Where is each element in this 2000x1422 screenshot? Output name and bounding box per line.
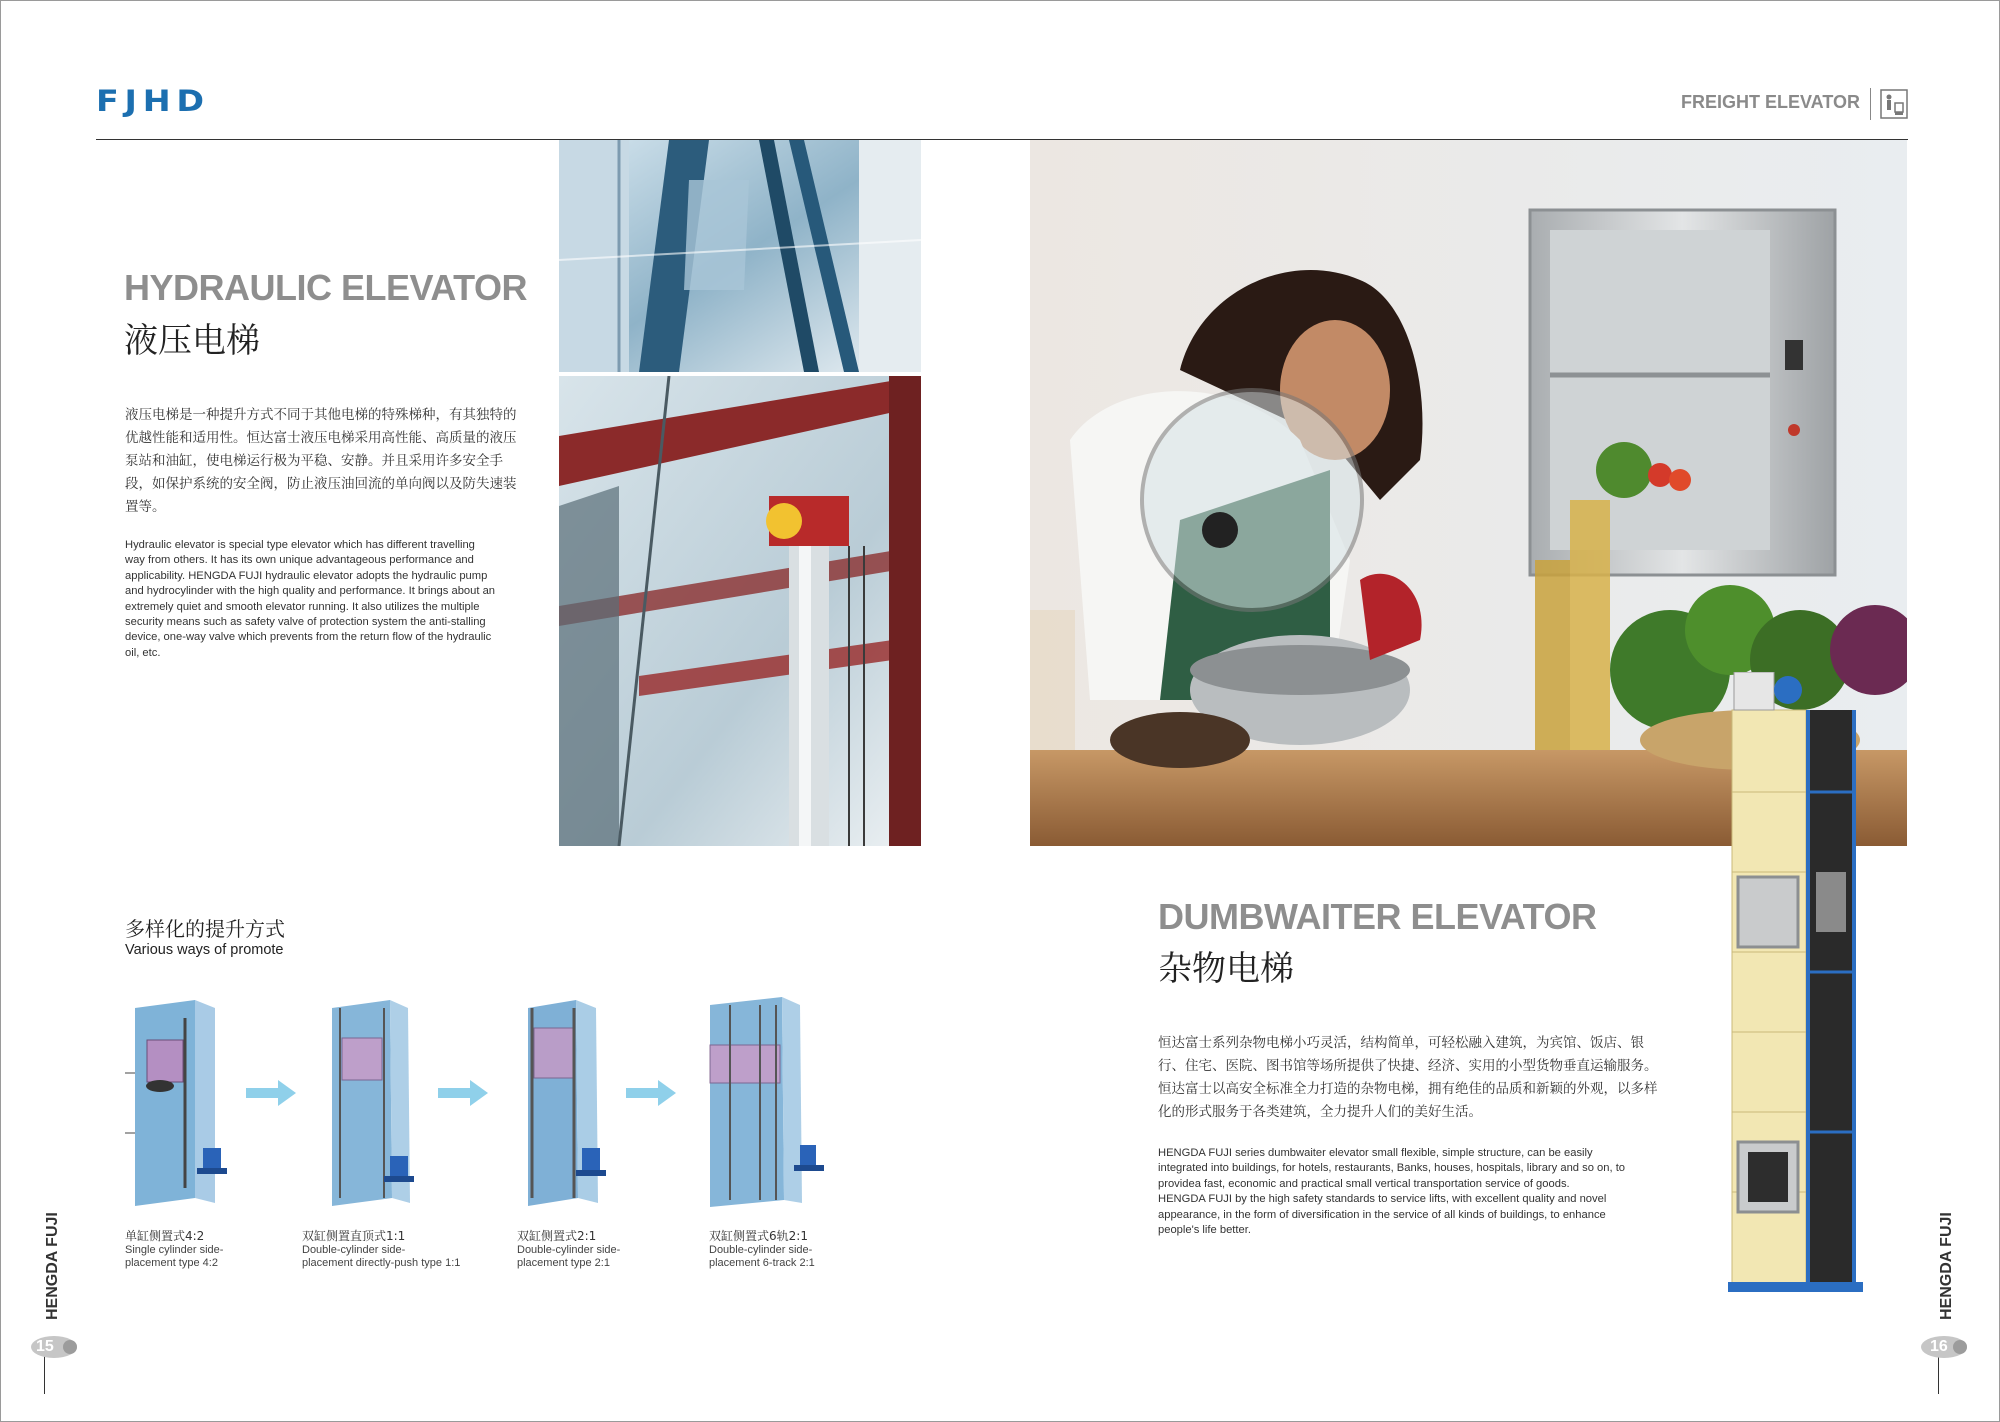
hydraulic-description-zh: 液压电梯是一种提升方式不同于其他电梯的特殊梯种，有其独特的 优越性能和适用性。恒达富士液压电梯采用高性能、高质量的液压 泵站和油缸，使电梯运行极为平稳、安静。并且采用许多安全手 段，如保护系统的安全阀，防止液压油回流的单向阀以及防失速装 置等。 — [125, 407, 517, 515]
page-number-badge-right — [1920, 1335, 1968, 1359]
hydraulic-title-zh: 液压电梯 — [124, 321, 260, 361]
caption-type-3: 双缸侧置式2:1 Double-cylinder side- placement type 2:1 — [517, 1229, 621, 1269]
diagram-double-cylinder-2-1 — [516, 998, 628, 1208]
diagram-single-cylinder-4-2 — [125, 998, 241, 1208]
diagram-double-cylinder-6-track-2-1 — [700, 995, 830, 1210]
diagram-double-cylinder-direct-1-1 — [320, 998, 432, 1208]
caption-type-2: 双缸侧置直顶式1:1 Double-cylinder side- placement directly-push type 1:1 — [302, 1229, 461, 1269]
hydraulic-title-en: HYDRAULIC ELEVATOR — [124, 267, 528, 308]
brand-logo: FJHD — [96, 84, 210, 118]
elevator-shaft-photo-bottom — [559, 376, 921, 846]
section-title: FREIGHT ELEVATOR — [1680, 92, 1860, 112]
caption-type-1: 单缸侧置式4:2 Single cylinder side- placement type 4:2 — [125, 1229, 224, 1269]
dumbwaiter-description-en: HENGDA FUJI series dumbwaiter elevator small flexible, simple structure, can be easily integrated into buildings, for hotels, restaurants, Banks, houses, hospitals, library and so on, to providea fast, economic and practical small vertical transportation service of goods. HENGDA FUJI by the high safety standards to service lifts, with excellent quality and novel appearance, in the form of diversification in the service of all kinds of buildings, to enhance people's life better. — [1158, 1147, 1626, 1237]
page-number-left: 15 — [36, 1338, 54, 1355]
arrow-icon — [246, 1080, 296, 1106]
freight-elevator-icon — [1880, 88, 1908, 120]
header-divider — [1870, 88, 1871, 120]
dumbwaiter-title-zh: 杂物电梯 — [1158, 949, 1294, 989]
lifting-methods-title-zh: 多样化的提升方式 — [125, 917, 285, 941]
elevator-shaft-photo-top — [559, 140, 921, 372]
dumbwaiter-shaft-illustration — [1728, 672, 1863, 1294]
side-label-left: HENGDA FUJI — [44, 1212, 61, 1320]
side-label-right: HENGDA FUJI — [1938, 1212, 1955, 1320]
dumbwaiter-title-en: DUMBWAITER ELEVATOR — [1158, 896, 1597, 937]
hydraulic-description-en: Hydraulic elevator is special type elevator which has different travelling way from others. It has its own unique advantageous performance and applicability. HENGDA FUJI hydraulic elevator adopts the hydraulic pump and hydrocylinder with the high quality and performance. It brings about an extremely quiet and smooth elevator running. It also utilizes the multiple security means such as safety valve of protection system the anti-stalling device, one-way valve which prevents from the return flow of the hydraulic oil, etc. — [125, 539, 496, 659]
dumbwaiter-description-zh: 恒达富士系列杂物电梯小巧灵活，结构简单，可轻松融入建筑，为宾馆、饭店、银 行、住宅、医院、图书馆等场所提供了快捷、经济、实用的小型货物垂直运输服务。 恒达富士以高安全标准全力打造的杂物电梯，拥有绝佳的品质和新颖的外观，以多样 化的形式服务于各类建筑，全力提升人们的美好生活。 — [1158, 1035, 1658, 1120]
page-number-badge-left — [30, 1335, 78, 1359]
page-number-right: 16 — [1930, 1338, 1948, 1355]
caption-type-4: 双缸侧置式6轨2:1 Double-cylinder side- placement 6-track 2:1 — [709, 1229, 815, 1269]
arrow-icon — [438, 1080, 488, 1106]
lifting-methods-title-en: Various ways of promote — [125, 942, 284, 958]
arrow-icon — [626, 1080, 676, 1106]
